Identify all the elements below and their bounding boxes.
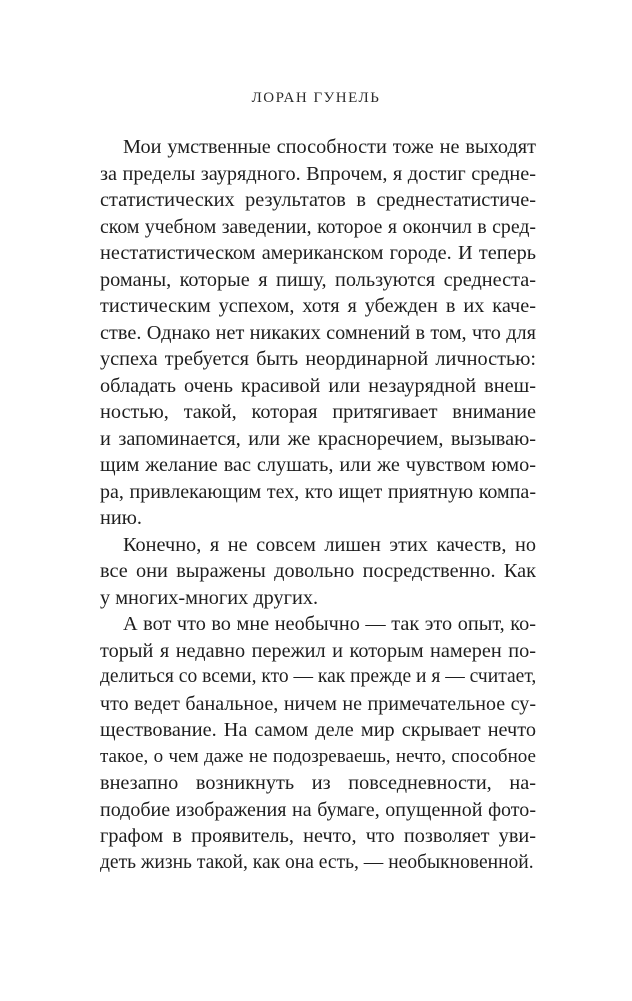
text-line: и запоминается, или же красноречием, вызываю- (100, 427, 536, 450)
text-line: подобие изображения на бумаге, опущенной фото- (100, 798, 536, 821)
body-text (100, 134, 536, 876)
text-line: Конечно, я не совсем лишен этих качеств, но (123, 533, 536, 556)
paragraph-2 (100, 532, 536, 612)
text-line: торый я недавно пережил и которым намерен по- (100, 639, 536, 662)
text-line: все они выражены довольно посредственно. Как (100, 560, 536, 582)
text-line: тистическим успехом, хотя я убежден в их каче- (100, 295, 536, 317)
text-line: ском учебном заведении, которое я окончил в сред- (100, 215, 536, 238)
text-line: деть жизнь такой, как она есть, — необыкновенной. (100, 851, 534, 873)
text-line: статистических результатов в среднестатистиче- (100, 189, 536, 211)
paragraph-1 (100, 134, 536, 532)
text-line: внезапно возникнуть из повседневности, на- (100, 772, 536, 794)
text-line: графом в проявитель, нечто, что позволяет уви- (100, 825, 536, 847)
paragraph-3 (100, 611, 536, 876)
text-line: щим желание вас слушать, или же чувством юмо- (100, 454, 536, 476)
text-line: ществование. На самом деле мир скрывает нечто (100, 719, 536, 741)
text-line: за пределы заурядного. Впрочем, я достиг средне- (100, 162, 536, 185)
text-line: ностью, такой, которая притягивает внимание (100, 401, 536, 423)
text-line: обладать очень красивой или незаурядной внеш- (100, 374, 536, 397)
running-head: ЛОРАН ГУНЕЛЬ (251, 90, 381, 106)
text-line: нестатистическом американском городе. И теперь (100, 242, 536, 264)
text-line: романы, которые я пишу, пользуются среднеста- (100, 268, 536, 291)
text-line: ра, привлекающим тех, кто ищет приятную компа- (100, 480, 536, 503)
text-line: Мои умственные способности тоже не выходят (123, 136, 536, 158)
text-line: у многих-многих других. (100, 586, 319, 609)
text-line: что ведет банальное, ничем не примечательное су- (100, 692, 536, 715)
text-line: делиться со всеми, кто — как прежде и я — считает, (100, 666, 537, 687)
text-line: стве. Однако нет никаких сомнений в том, что для (100, 321, 536, 344)
text-line: А вот что во мне необычно — так это опыт, ко- (123, 613, 536, 635)
text-line: нию. (100, 507, 142, 529)
text-line: такое, о чем даже не подозреваешь, нечто, способное (100, 745, 536, 767)
text-line: успеха требуется быть неординарной личностью: (100, 348, 536, 370)
